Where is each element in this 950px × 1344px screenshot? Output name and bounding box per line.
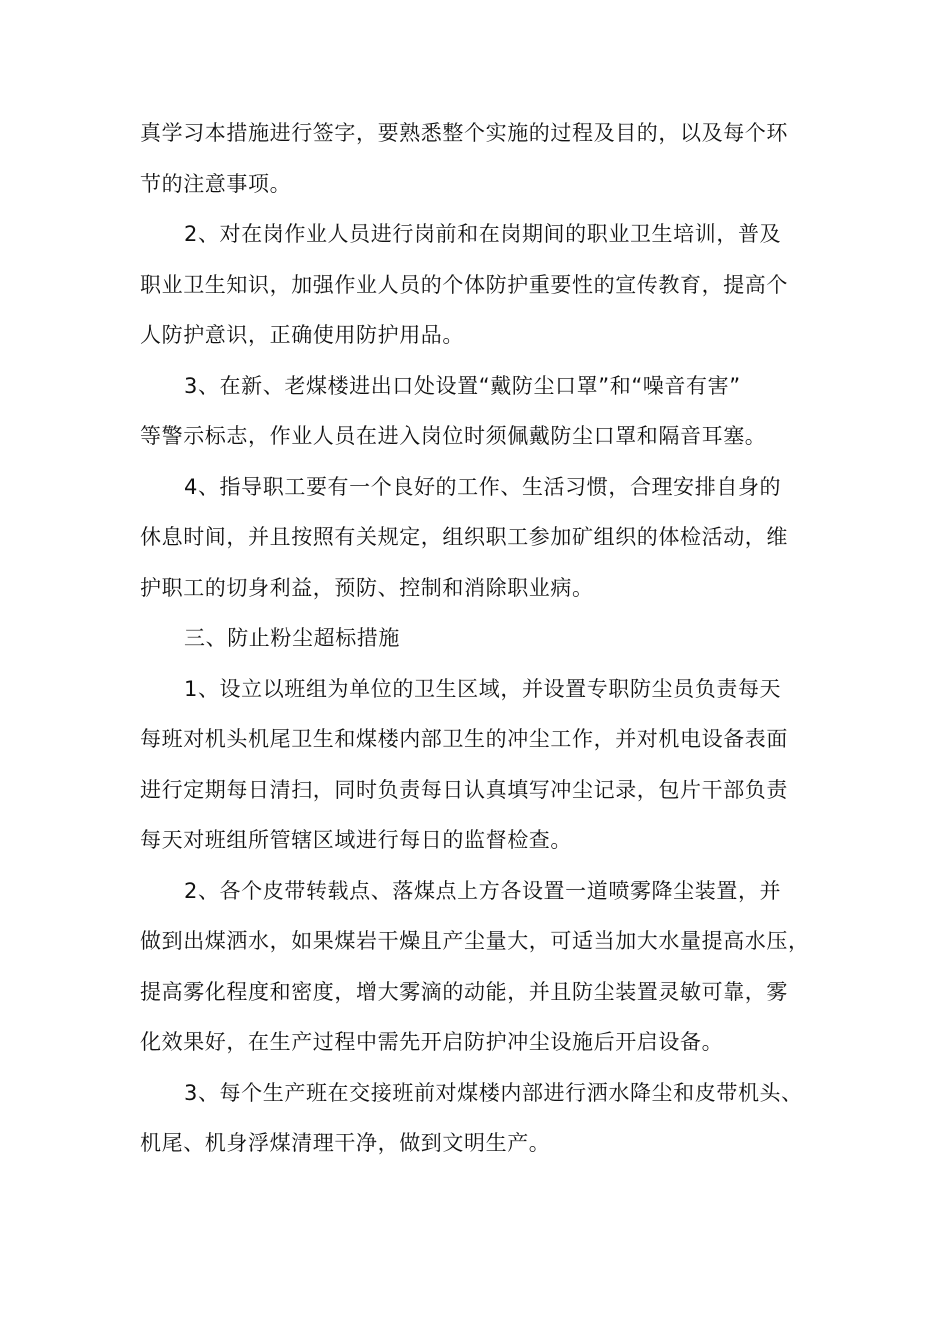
text-line: 等警示标志，作业人员在进入岗位时须佩戴防尘口罩和隔音耳塞。 bbox=[140, 424, 767, 448]
text-line: 真学习本措施进行签字，要熟悉整个实施的过程及目的，以及每个环 bbox=[140, 121, 788, 145]
text-line: 护职工的切身利益，预防、控制和消除职业病。 bbox=[140, 575, 594, 600]
text-line: 3、在新、老煤楼进出口处设置“戴防尘口罩”和“噪音有害” bbox=[184, 373, 741, 398]
document-body bbox=[140, 108, 820, 1169]
text-line: 2、对在岗作业人员进行岗前和在岗期间的职业卫生培训，普及 bbox=[184, 222, 782, 246]
text-line: 职业卫生知识，加强作业人员的个体防护重要性的宣传教育，提高个 bbox=[140, 272, 788, 297]
text-line: 1、设立以班组为单位的卫生区域，并设置专职防尘员负责每天 bbox=[184, 676, 782, 701]
paragraph bbox=[140, 664, 820, 866]
paragraph bbox=[140, 209, 820, 361]
text-line: 机尾、机身浮煤清理干净，做到文明生产。 bbox=[140, 1131, 551, 1155]
text-line: 4、指导职工要有一个良好的工作、生活习惯，合理安排自身的 bbox=[184, 474, 782, 499]
text-line: 2、各个皮带转载点、落煤点上方各设置一道喷雾降尘装置，并 bbox=[184, 878, 782, 903]
text-line: 进行定期每日清扫，同时负责每日认真填写冲尘记录，包片干部负责 bbox=[140, 777, 788, 802]
text-line: 每天对班组所管辖区域进行每日的监督检查。 bbox=[140, 828, 572, 852]
paragraph bbox=[140, 1068, 820, 1169]
text-line: 3、每个生产班在交接班前对煤楼内部进行洒水降尘和皮带机头、 bbox=[184, 1080, 803, 1105]
text-line: 化效果好，在生产过程中需先开启防护冲尘设施后开启设备。 bbox=[140, 1030, 724, 1054]
paragraph bbox=[140, 108, 820, 209]
section-heading bbox=[140, 613, 820, 664]
text-line: 节的注意事项。 bbox=[140, 171, 292, 196]
text-line: 每班对机头机尾卫生和煤楼内部卫生的冲尘工作，并对机电设备表面 bbox=[140, 727, 788, 751]
text-line: 做到出煤洒水，如果煤岩干燥且产尘量大，可适当加大水量提高水压， bbox=[140, 929, 810, 953]
text-line: 提高雾化程度和密度，增大雾滴的动能，并且防尘装置灵敏可靠，雾 bbox=[140, 979, 788, 1004]
paragraph bbox=[140, 462, 820, 614]
heading-line: 三、防止粉尘超标措施 bbox=[184, 626, 400, 650]
text-line: 人防护意识，正确使用防护用品。 bbox=[140, 323, 464, 347]
text-line: 休息时间，并且按照有关规定，组织职工参加矿组织的体检活动，维 bbox=[140, 525, 788, 549]
paragraph bbox=[140, 361, 820, 462]
paragraph bbox=[140, 866, 820, 1068]
